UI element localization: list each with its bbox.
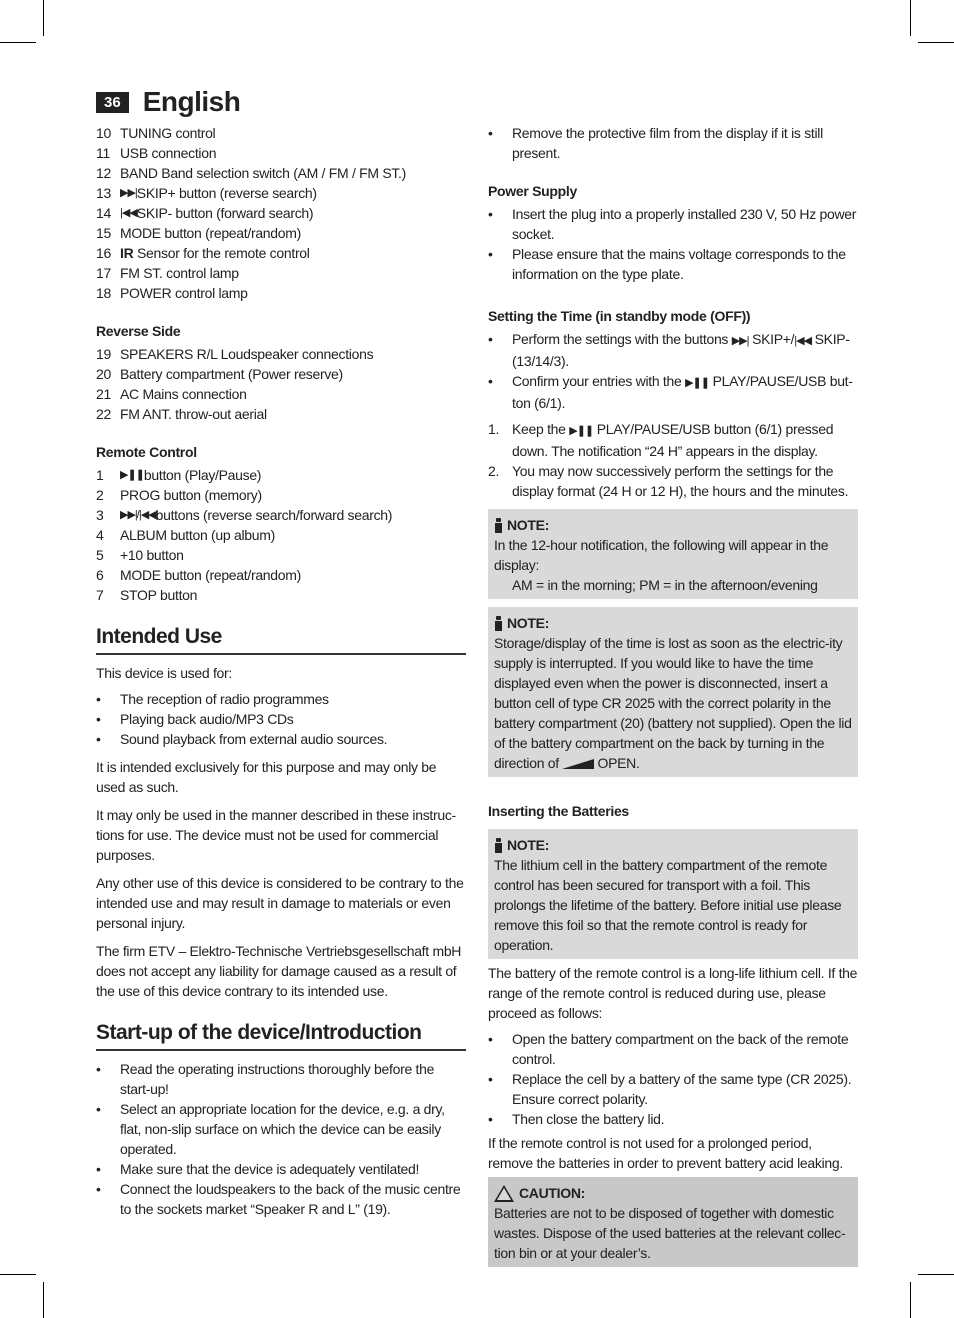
skip-forward-icon: ▶▶| bbox=[120, 187, 137, 199]
reverse-side-heading: Reverse Side bbox=[96, 323, 181, 339]
crop-mark bbox=[0, 42, 36, 43]
list-item: 18 POWER control lamp bbox=[96, 285, 248, 301]
play-pause-icon: ▶❚❚ bbox=[685, 377, 709, 389]
note-box: NOTE: In the 12-hour notification, the following will appear in the display: AM = in the morning; PM = in the afternoon/evening bbox=[488, 509, 858, 599]
list-item: 1. Keep the ▶❚❚ PLAY/PAUSE/USB button (6/1) pressed down. The notification “24 H” appears in the display. bbox=[488, 421, 834, 459]
list-item: 7 STOP button bbox=[96, 587, 198, 603]
paragraph: It may only be used in the manner described in these instruc-tions for use. The device must not be used for commercial purposes. bbox=[96, 807, 456, 863]
left-column bbox=[96, 123, 466, 1219]
list-item: • Confirm your entries with the ▶❚❚ PLAY/PAUSE/USB but-ton (6/1). bbox=[488, 373, 853, 411]
list-item: • Sound playback from external audio sources. bbox=[96, 731, 388, 747]
note-box: NOTE: Storage/display of the time is lost as soon as the electric-ity supply is interrupted. If you would like to have the time displayed even when the power is disconnected, insert a button cell of type CR 2025 with the correct polarity in the battery compartment (20) (battery not supplied). Open the lid of the battery compartment on the back by turning in the direction of OPEN. bbox=[488, 607, 858, 777]
paragraph: It is intended exclusively for this purpose and may only be used as such. bbox=[96, 759, 437, 795]
remote-control-list bbox=[96, 465, 466, 605]
list-item: 14 |◀◀ SKIP- button (forward search) bbox=[96, 205, 314, 221]
list-item: • The reception of radio programmes bbox=[96, 691, 329, 707]
front-items-list bbox=[96, 123, 466, 303]
crop-mark bbox=[43, 1282, 44, 1318]
list-item: 12 BAND Band selection switch (AM / FM / FM ST.) bbox=[96, 165, 407, 181]
startup-heading: Start-up of the device/Introduction bbox=[96, 1023, 466, 1051]
list-item: 2. You may now successively perform the settings for the display format (24 H or 12 H), the hours and the minutes. bbox=[488, 463, 849, 499]
page-header bbox=[96, 86, 240, 118]
list-item: 16 IR Sensor for the remote control bbox=[96, 245, 310, 261]
play-pause-icon: ▶❚❚ bbox=[569, 425, 594, 437]
reverse-side-list bbox=[96, 344, 466, 424]
list-item: 22 FM ANT. throw-out aerial bbox=[96, 406, 267, 422]
list-item: 13 ▶▶| SKIP+ button (reverse search) bbox=[96, 185, 317, 201]
crop-mark bbox=[910, 0, 911, 36]
remote-control-heading: Remote Control bbox=[96, 444, 197, 460]
skip-icons: ▶▶|/|◀◀ bbox=[120, 509, 156, 521]
note-box: NOTE: The lithium cell in the battery compartment of the remote control has been secured for transport with a foil. This prolongs the lifetime of the battery. Before initial use please remove this foil so that the remote control is ready for operation. bbox=[488, 829, 858, 959]
list-item: • Remove the protective film from the display if it is still present. bbox=[488, 125, 823, 161]
list-item: 6 MODE button (repeat/random) bbox=[96, 567, 301, 583]
list-item: 1 ▶❚❚ button (Play/Pause) bbox=[96, 467, 262, 483]
intended-use-intro: This device is used for: bbox=[96, 665, 232, 681]
right-column bbox=[488, 123, 858, 1267]
list-item: • Playing back audio/MP3 CDs bbox=[96, 711, 294, 727]
warning-icon bbox=[494, 1185, 514, 1202]
paragraph: The firm ETV – Elektro-Technische Vertriebsgesellschaft mbH does not accept any liability for damage caused as a result of the use of this device contrary to its intended use. bbox=[96, 943, 462, 999]
crop-mark bbox=[918, 42, 954, 43]
paragraph: The battery of the remote control is a long-life lithium cell. If the range of the remote control is reduced during use, please proceed as follows: bbox=[488, 965, 858, 1021]
play-pause-icon: ▶❚❚ bbox=[120, 469, 144, 481]
list-item: • Replace the cell by a battery of the same type (CR 2025). Ensure correct polarity. bbox=[488, 1071, 852, 1107]
list-item: 4 ALBUM button (up album) bbox=[96, 527, 275, 543]
crop-mark bbox=[43, 0, 44, 36]
list-item: • Then close the battery lid. bbox=[488, 1111, 665, 1127]
list-item: • Select an appropriate location for the device, e.g. a dry, flat, non-slip surface on which the device can be easily operated. bbox=[96, 1101, 445, 1157]
list-item: • Open the battery compartment on the back of the remote control. bbox=[488, 1031, 849, 1067]
list-item: • Please ensure that the mains voltage corresponds to the information on the type plate. bbox=[488, 246, 846, 282]
info-icon bbox=[494, 616, 503, 630]
intended-use-heading: Intended Use bbox=[96, 627, 466, 655]
turn-direction-icon bbox=[562, 759, 594, 769]
page-number: 36 bbox=[96, 92, 129, 113]
page-title: English bbox=[142, 86, 241, 117]
info-icon bbox=[494, 838, 503, 852]
list-item: 11 USB connection bbox=[96, 145, 217, 161]
list-item: 19 SPEAKERS R/L Loudspeaker connections bbox=[96, 346, 374, 362]
caution-box: CAUTION: Batteries are not to be disposed of together with domestic wastes. Dispose of the used batteries at the relevant collec-tion bin or at your dealer’s. bbox=[488, 1177, 858, 1267]
power-supply-heading: Power Supply bbox=[488, 183, 577, 199]
setting-time-heading: Setting the Time (in standby mode (OFF)) bbox=[488, 308, 751, 324]
list-item: 3 ▶▶|/|◀◀ buttons (reverse search/forward search) bbox=[96, 507, 393, 523]
list-item: • Insert the plug into a properly installed 230 V, 50 Hz power socket. bbox=[488, 206, 857, 242]
list-item: 20 Battery compartment (Power reserve) bbox=[96, 366, 343, 382]
list-item: • Connect the loudspeakers to the back of the music centre to the sockets market “Speaker R and L” (19). bbox=[96, 1181, 461, 1217]
skip-back-icon: |◀◀ bbox=[120, 207, 137, 219]
paragraph: Any other use of this device is considered to be contrary to the intended use and may result in damage to materials or even personal injury. bbox=[96, 875, 464, 931]
list-item: 5 +10 button bbox=[96, 547, 184, 563]
list-item: 21 AC Mains connection bbox=[96, 386, 247, 402]
crop-mark bbox=[0, 1274, 36, 1275]
inserting-batteries-heading: Inserting the Batteries bbox=[488, 803, 629, 819]
skip-back-icon: |◀◀ bbox=[794, 335, 812, 347]
list-item: 10 TUNING control bbox=[96, 125, 216, 141]
crop-mark bbox=[910, 1282, 911, 1318]
paragraph: If the remote control is not used for a prolonged period, remove the batteries in order to prevent battery acid leaking. bbox=[488, 1135, 843, 1171]
info-icon bbox=[494, 518, 503, 532]
list-item: 17 FM ST. control lamp bbox=[96, 265, 239, 281]
crop-mark bbox=[918, 1274, 954, 1275]
list-item: 2 PROG button (memory) bbox=[96, 487, 262, 503]
list-item: • Make sure that the device is adequately ventilated! bbox=[96, 1161, 420, 1177]
list-item: • Perform the settings with the buttons ▶▶| SKIP+/|◀◀ SKIP- (13/14/3). bbox=[488, 331, 850, 369]
ir-icon: IR bbox=[120, 245, 134, 261]
list-item: • Read the operating instructions thoroughly before the start-up! bbox=[96, 1061, 435, 1097]
skip-forward-icon: ▶▶| bbox=[731, 335, 749, 347]
list-item: 15 MODE button (repeat/random) bbox=[96, 225, 301, 241]
